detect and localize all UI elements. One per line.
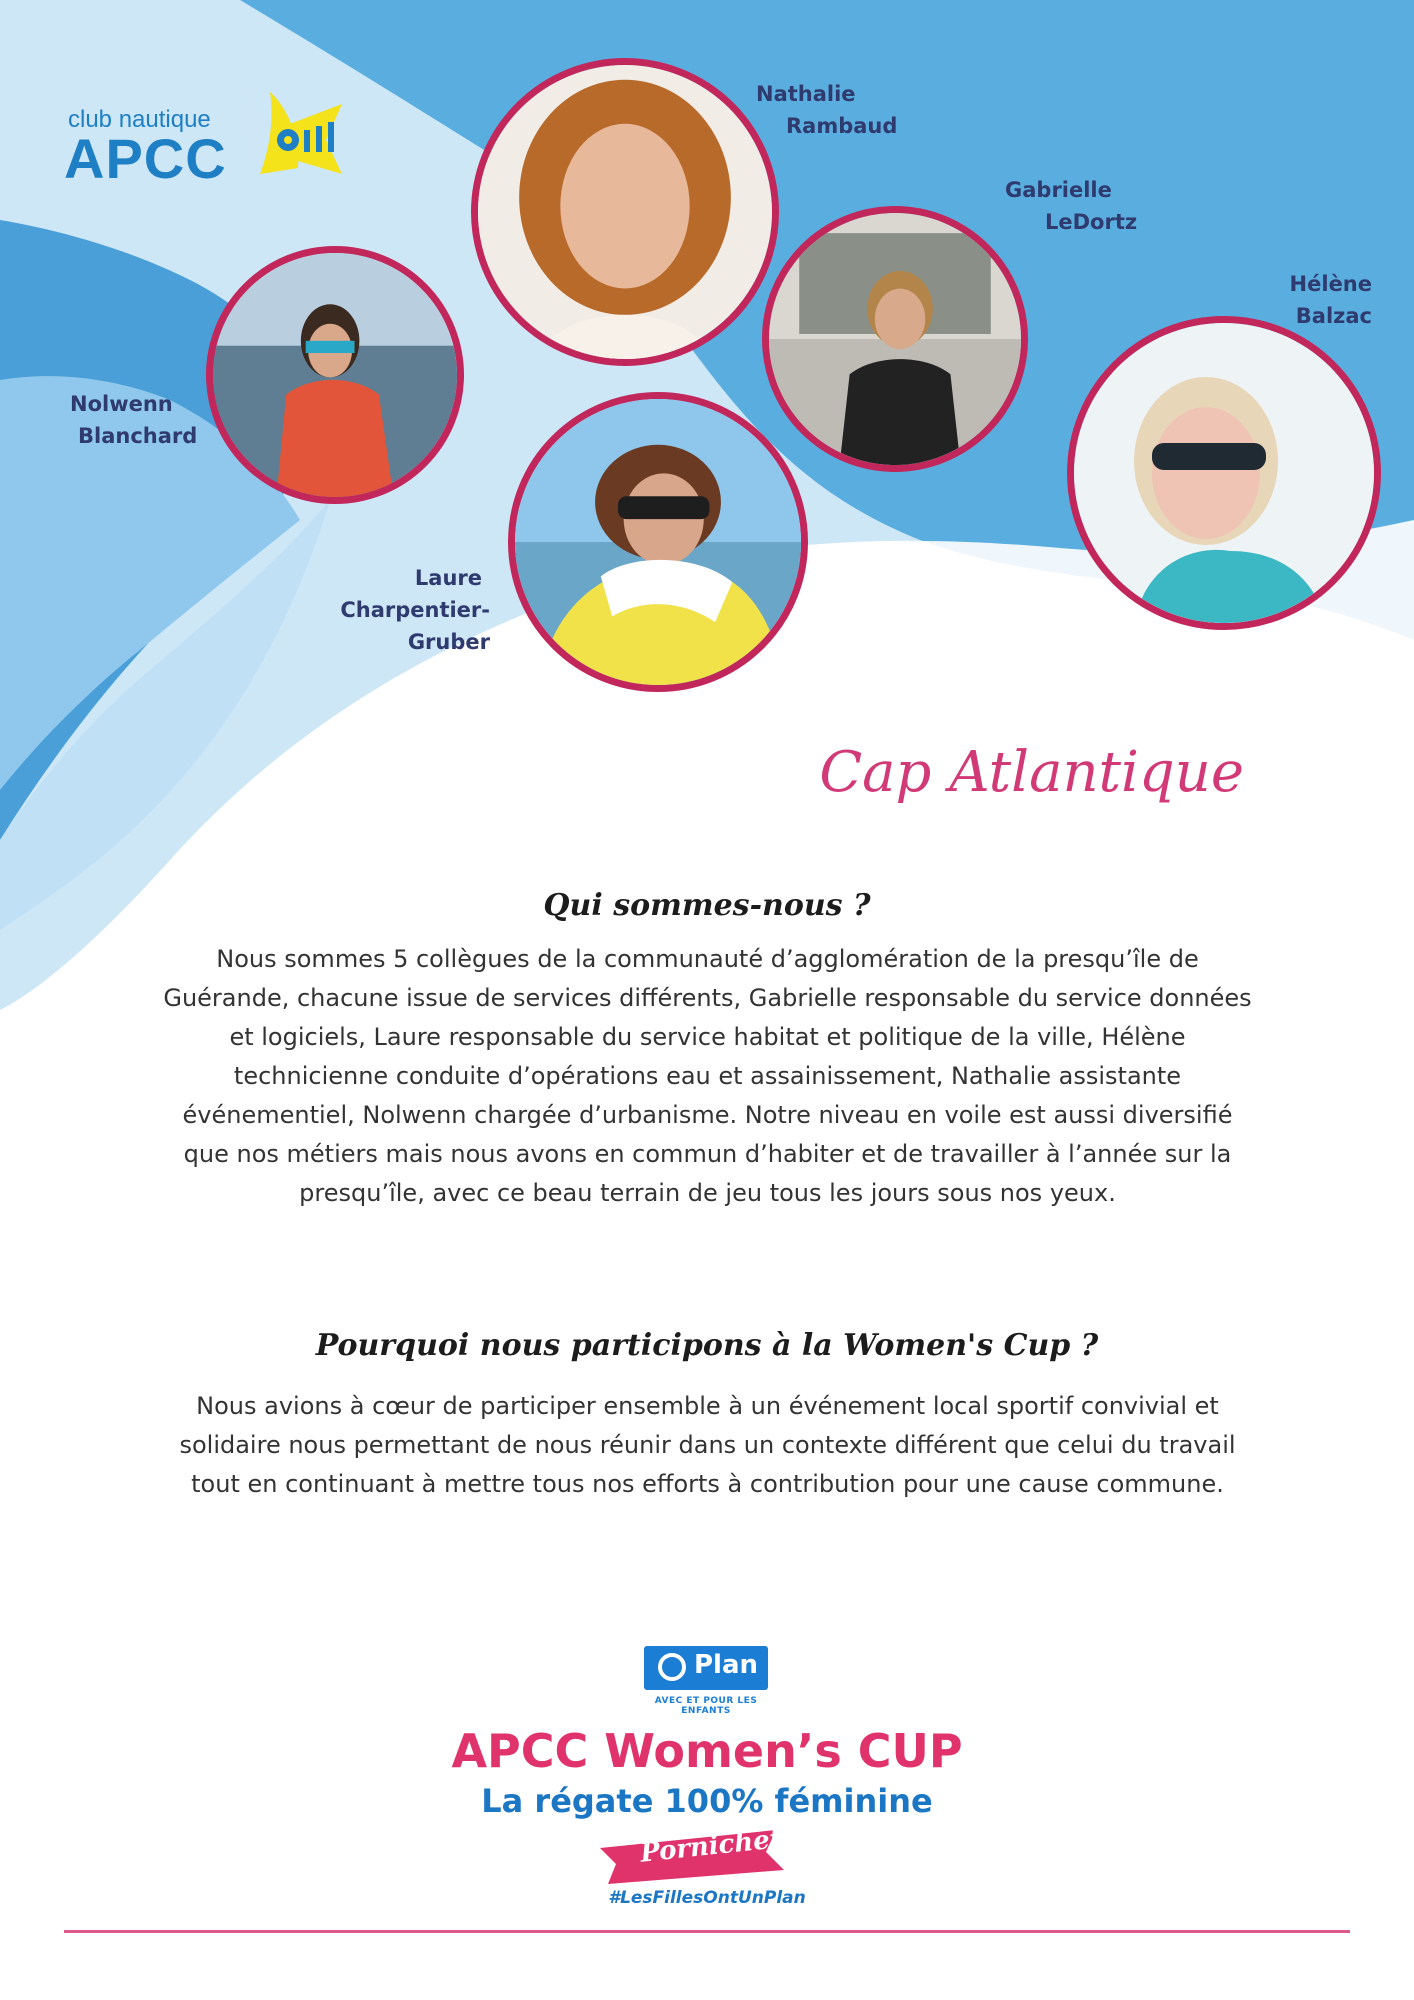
member-first-name: Nolwenn (70, 392, 173, 416)
plan-word: Plan (694, 1650, 759, 1680)
logo-small-text: club nautique (68, 106, 211, 133)
photo-gabrielle (762, 206, 1028, 472)
photo-laure (508, 392, 808, 692)
sailboat-icon (230, 78, 350, 198)
plan-logo (636, 1640, 776, 1722)
member-last-name: Blanchard (78, 424, 198, 448)
cup-subtitle: La régate 100% féminine (481, 1782, 933, 1820)
cup-title: APCC Women’s CUP (451, 1724, 963, 1778)
section-heading-why: Pourquoi nous participons à la Women's Cup ? (315, 1328, 1099, 1363)
logo-big-text: APCC (64, 127, 227, 190)
section-heading-who: Qui sommes-nous ? (543, 888, 871, 923)
name-nolwenn (70, 388, 197, 452)
location-label: Pornichet (638, 1824, 784, 1869)
member-first-name: Nathalie (756, 82, 856, 106)
member-last-name: Rambaud (786, 114, 898, 138)
plan-tagline: AVEC ET POUR LES ENFANTS (654, 1696, 758, 1716)
plan-figure-icon (658, 1653, 686, 1681)
member-last-name: Balzac (1295, 304, 1372, 328)
photo-nathalie (471, 58, 779, 366)
section-body-why: Nous avions à cœur de participer ensemble à un événement local sportif convivial et solidaire nous permettant de nous réunir dans un contexte différent que celui du travail tout en continuant à mettre tous nos efforts à contribution pour une cause commune. (179, 1392, 1236, 1498)
member-last-name-2: Gruber (407, 630, 490, 654)
hashtag: #LesFillesOntUnPlan (608, 1888, 806, 1908)
name-nathalie (756, 78, 897, 142)
bottom-divider (64, 1930, 1350, 1933)
team-name: Cap Atlantique (819, 740, 1244, 805)
name-helene (1290, 268, 1372, 332)
plan-badge (644, 1646, 768, 1690)
member-first-name: Hélène (1289, 272, 1372, 296)
member-last-name: Charpentier- (340, 598, 490, 622)
photo-nolwenn (206, 246, 464, 504)
member-last-name: LeDortz (1045, 210, 1138, 234)
club-logo (60, 78, 350, 208)
member-first-name: Laure (414, 566, 482, 590)
name-laure (340, 562, 490, 658)
photo-helene (1067, 316, 1381, 630)
member-first-name: Gabrielle (1005, 178, 1112, 202)
section-body-who: Nous sommes 5 collègues de la communauté d’agglomération de la presqu’île de Guérande, chacune issue de services différents, Gabrielle responsable du service données et logiciels, Laure responsable du service habitat et politique de la ville, Hélène technicienne conduite d’opérations eau et assainissement, Nathalie assistante événementiel, Nolwenn chargée d’urbanisme. Notre niveau en voile est aussi diversifié que nos métiers mais nous avons en commun d’habiter et de travailler à l’année sur la presqu’île, avec ce beau terrain de jeu tous les jours sous nos yeux. (163, 945, 1252, 1207)
name-gabrielle (1005, 174, 1137, 238)
